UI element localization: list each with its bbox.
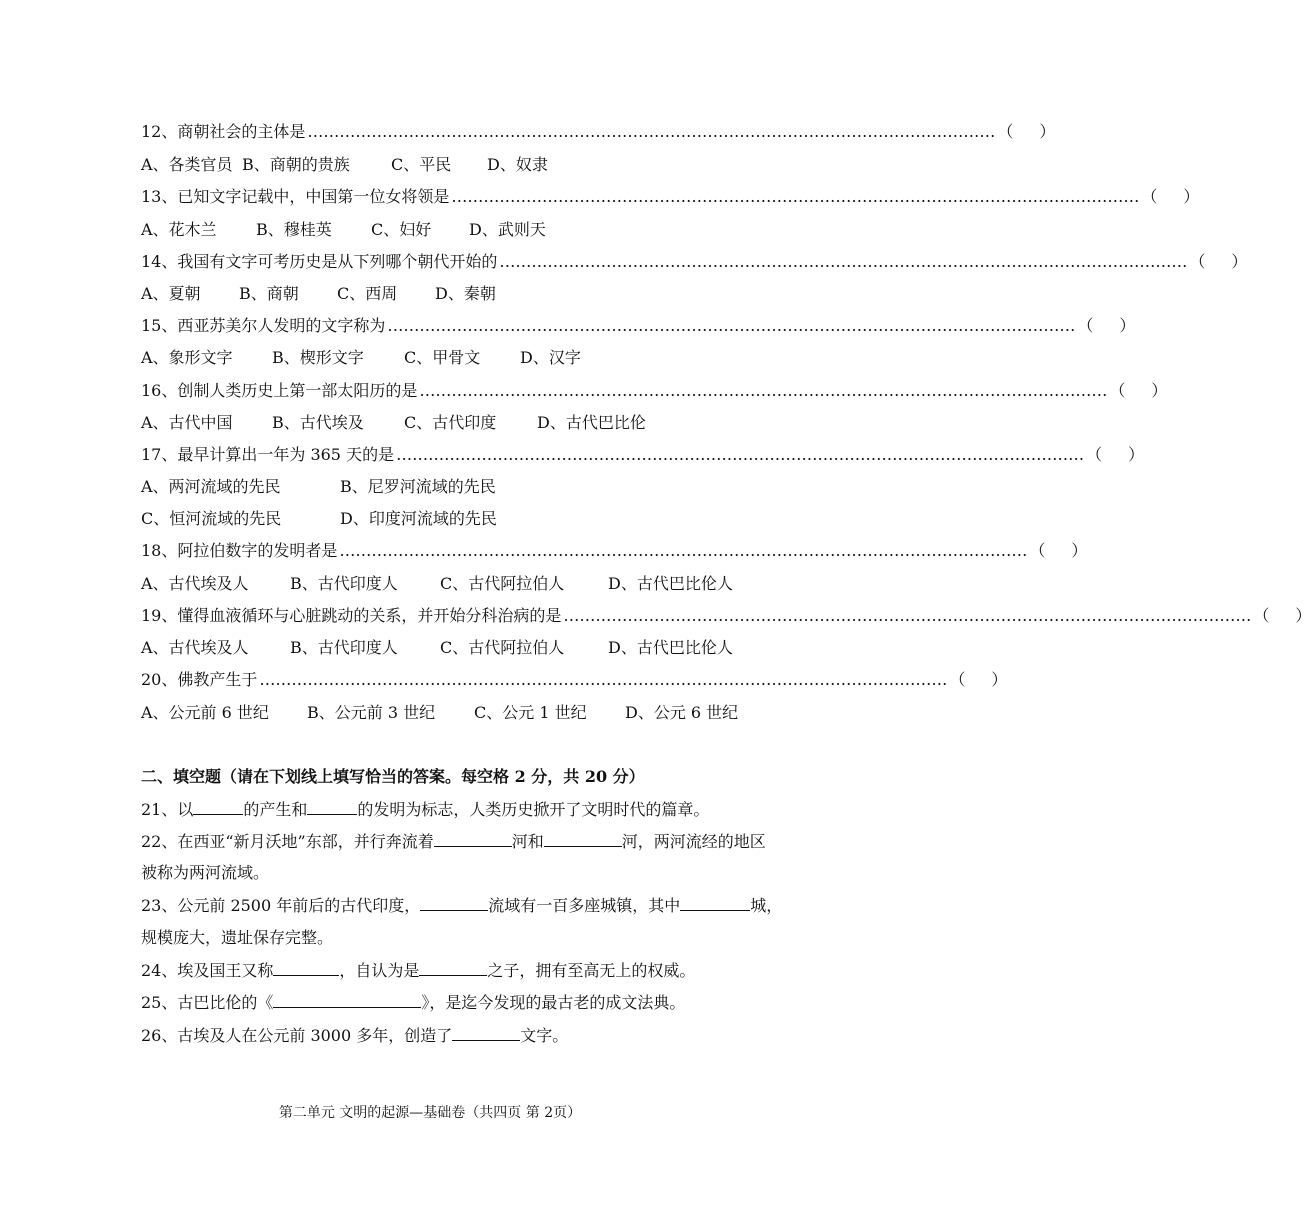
leader-dots: ………………………………………………………………………………………………………………… (563, 606, 1252, 625)
question-text: 20、佛教产生于 (141, 670, 258, 689)
option-a: A、古代中国 (141, 413, 233, 432)
answer-blank[interactable] (273, 991, 421, 1008)
answer-parentheses: （ ） (1086, 445, 1145, 464)
answer-parentheses: （ ） (997, 122, 1056, 141)
answer-parentheses: （ ） (1077, 316, 1136, 335)
answer-parentheses: （ ） (949, 670, 1008, 689)
option-b: B、穆桂英 (256, 220, 332, 239)
question-text: 13、已知文字记载中，中国第一位女将领是 (141, 187, 450, 206)
answer-blank[interactable] (420, 894, 488, 911)
leader-dots: ………………………………………………………………………………………………………………… (451, 187, 1140, 206)
question-18-options (141, 573, 733, 595)
option-c: C、古代阿拉伯人 (440, 574, 565, 593)
answer-parentheses: （ ） (1189, 252, 1248, 271)
option-c: C、西周 (337, 284, 398, 303)
question-13-options (141, 219, 546, 241)
option-d: D、古代巴比伦人 (608, 638, 733, 657)
question-12-options (141, 154, 548, 176)
question-text: 16、创制人类历史上第一部太阳历的是 (141, 381, 418, 400)
option-b: B、古代埃及 (272, 413, 364, 432)
option-a: A、古代埃及人 (141, 574, 249, 593)
answer-blank[interactable] (544, 830, 622, 847)
question-15-options (141, 347, 581, 369)
answer-parentheses: （ ） (1141, 187, 1200, 206)
option-c: C、平民 (391, 155, 452, 174)
question-17-options-row1 (141, 476, 496, 498)
leader-dots: ………………………………………………………………………………………………………………… (259, 670, 948, 689)
option-d: D、印度河流域的先民 (340, 509, 497, 528)
question-23-cont: 规模庞大，遗址保存完整。 (141, 928, 334, 947)
question-13-stem (141, 186, 1200, 208)
leader-dots: ………………………………………………………………………………………………………………… (339, 541, 1028, 560)
answer-blank[interactable] (193, 798, 243, 815)
question-16-options (141, 412, 646, 434)
question-text: 19、懂得血液循环与心脏跳动的关系，并开始分科治病的是 (141, 606, 562, 625)
question-19-stem (141, 605, 1311, 627)
option-a: A、两河流域的先民 (141, 477, 281, 496)
question-14-options (141, 283, 496, 305)
question-19-options (141, 637, 733, 659)
question-17-options-row2 (141, 508, 497, 530)
option-b: B、商朝 (239, 284, 299, 303)
question-15-stem (141, 315, 1136, 337)
option-d: D、古代巴比伦 (537, 413, 646, 432)
question-25: 25、古巴比伦的《 》，是迄今发现的最古老的成文法典。 (141, 993, 686, 1012)
option-c: C、公元 1 世纪 (474, 703, 587, 722)
leader-dots: ………………………………………………………………………………………………………………… (387, 316, 1076, 335)
answer-blank[interactable] (434, 830, 512, 847)
answer-blank[interactable] (273, 959, 339, 976)
answer-blank[interactable] (307, 798, 357, 815)
question-20-stem (141, 669, 1008, 691)
question-17-stem (141, 444, 1145, 466)
question-12-stem (141, 121, 1056, 143)
option-d: D、古代巴比伦人 (608, 574, 733, 593)
option-d: D、武则天 (469, 220, 546, 239)
question-text: 15、西亚苏美尔人发明的文字称为 (141, 316, 386, 335)
option-d: D、奴隶 (487, 155, 548, 174)
option-b: B、商朝的贵族 (242, 155, 350, 174)
option-b: B、古代印度人 (290, 638, 398, 657)
question-22: 22、在西亚“新月沃地”东部，并行奔流着 河和 河，两河流经的地区 (141, 832, 766, 851)
option-d: D、公元 6 世纪 (625, 703, 739, 722)
option-a: A、夏朝 (141, 284, 201, 303)
option-c: C、古代印度 (404, 413, 497, 432)
leader-dots: ………………………………………………………………………………………………………………… (499, 252, 1188, 271)
question-text: 17、最早计算出一年为 365 天的是 (141, 445, 395, 464)
question-14-stem (141, 251, 1248, 273)
leader-dots: ………………………………………………………………………………………………………………… (396, 445, 1085, 464)
page-footer: 第二单元 文明的起源—基础卷（共四页 第 2页） (278, 1105, 582, 1121)
option-c: C、恒河流域的先民 (141, 509, 282, 528)
answer-parentheses: （ ） (1253, 606, 1311, 625)
question-26: 26、古埃及人在公元前 3000 多年，创造了 文字。 (141, 1026, 569, 1045)
answer-parentheses: （ ） (1029, 541, 1088, 560)
question-16-stem (141, 380, 1168, 402)
option-b: B、古代印度人 (290, 574, 398, 593)
leader-dots: ………………………………………………………………………………………………………………… (307, 122, 996, 141)
section-heading: 二、填空题（请在下划线上填写恰当的答案。每空格 2 分，共 20 分） (141, 767, 645, 786)
question-24: 24、埃及国王又称 ，自认为是 之子，拥有至高无上的权威。 (141, 961, 696, 980)
question-23: 23、公元前 2500 年前后的古代印度， 流域有一百多座城镇，其中 城， (141, 896, 783, 915)
option-a: A、公元前 6 世纪 (141, 703, 269, 722)
answer-blank[interactable] (680, 894, 750, 911)
answer-parentheses: （ ） (1109, 381, 1168, 400)
leader-dots: ………………………………………………………………………………………………………………… (419, 381, 1108, 400)
option-b: B、楔形文字 (272, 348, 364, 367)
question-21: 21、以 的产生和 的发明为标志，人类历史掀开了文明时代的篇章。 (141, 800, 710, 819)
option-d: D、秦朝 (435, 284, 496, 303)
option-b: B、尼罗河流域的先民 (340, 477, 496, 496)
option-a: A、花木兰 (141, 220, 217, 239)
question-text: 12、商朝社会的主体是 (141, 122, 306, 141)
question-text: 14、我国有文字可考历史是从下列哪个朝代开始的 (141, 252, 498, 271)
option-d: D、汉字 (520, 348, 581, 367)
question-18-stem (141, 540, 1088, 562)
option-a: A、古代埃及人 (141, 638, 249, 657)
answer-blank[interactable] (452, 1024, 520, 1041)
option-c: C、妇好 (371, 220, 432, 239)
option-a: A、象形文字 (141, 348, 233, 367)
answer-blank[interactable] (419, 959, 487, 976)
option-b: B、公元前 3 世纪 (307, 703, 436, 722)
option-c: C、古代阿拉伯人 (440, 638, 565, 657)
option-a: A、各类官员 (141, 155, 233, 174)
question-20-options (141, 702, 738, 724)
option-c: C、甲骨文 (404, 348, 481, 367)
question-text: 18、阿拉伯数字的发明者是 (141, 541, 338, 560)
question-22-cont: 被称为两河流域。 (141, 863, 270, 882)
